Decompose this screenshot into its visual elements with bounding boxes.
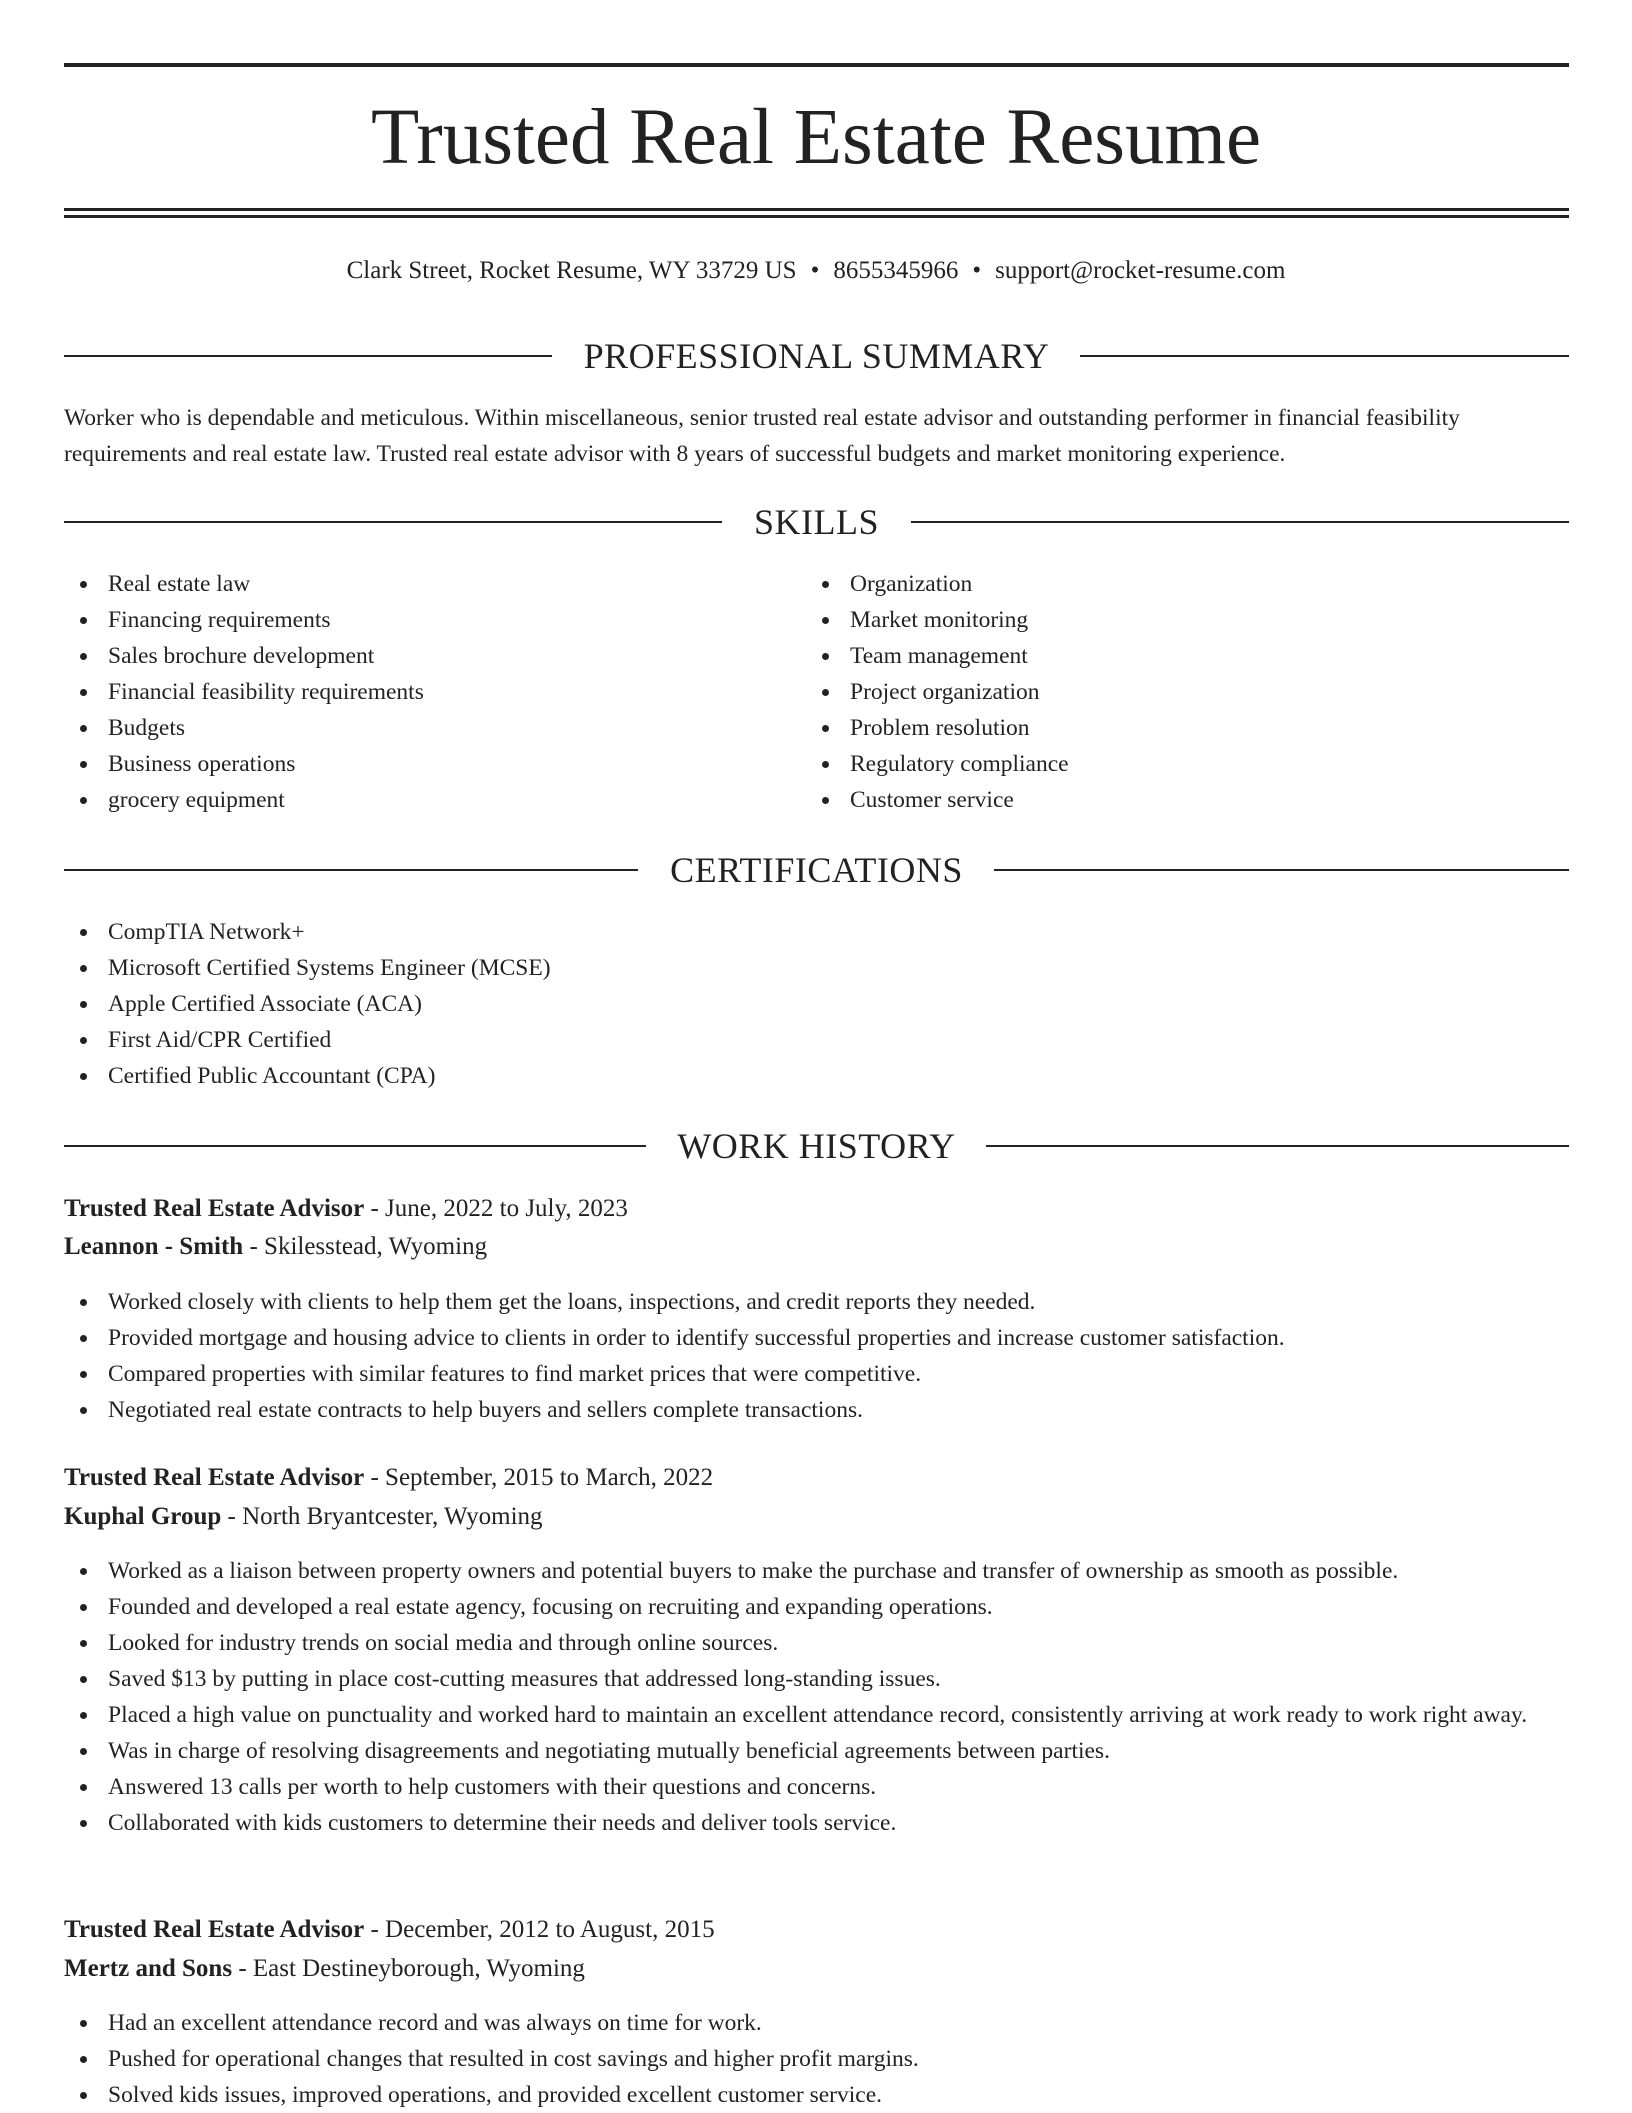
job-bullet: Provided mortgage and housing advice to clients in order to identify successful properties and increase customer satisfaction. (64, 1320, 1569, 1356)
job-dates: - December, 2012 to August, 2015 (370, 1916, 715, 1943)
job-company-line (64, 1228, 487, 1266)
job-bullet: Had an excellent attendance record and was always on time for work. (64, 2005, 1569, 2041)
skill-item: Real estate law (64, 566, 764, 602)
contact-address: Clark Street, Rocket Resume, WY 33729 US (346, 257, 797, 284)
header-top-rule (64, 63, 1569, 67)
skill-item: Market monitoring (806, 602, 1506, 638)
skills-list-right (806, 566, 1506, 818)
job-title-line (64, 1190, 628, 1228)
job-title: Trusted Real Estate Advisor (64, 1195, 365, 1222)
job-bullets (64, 1284, 1569, 1428)
job-company-line (64, 1498, 543, 1536)
skill-item: Financial feasibility requirements (64, 674, 764, 710)
skill-item: Business operations (64, 746, 764, 782)
skill-item: Project organization (806, 674, 1506, 710)
job-title: Trusted Real Estate Advisor (64, 1464, 365, 1491)
skill-item: grocery equipment (64, 782, 764, 818)
job-bullet: Worked as a liaison between property owners and potential buyers to make the purchase and transfer of ownership as smooth as possible. (64, 1553, 1569, 1589)
job-company: Kuphal Group (64, 1503, 222, 1530)
section-title-work-history: WORK HISTORY (677, 1126, 956, 1166)
section-title-skills: SKILLS (753, 502, 879, 542)
section-header-certifications (64, 848, 1569, 892)
job-dates: - September, 2015 to March, 2022 (370, 1464, 714, 1491)
skill-item: Budgets (64, 710, 764, 746)
job-bullet: Answered 13 calls per worth to help customers with their questions and concerns. (64, 1769, 1569, 1805)
job-bullet: Placed a high value on punctuality and worked hard to maintain an excellent attendance record, consistently arriving at work ready to work right away. (64, 1697, 1569, 1733)
job-bullets (64, 1553, 1569, 1841)
skill-item: Financing requirements (64, 602, 764, 638)
section-title-certifications: CERTIFICATIONS (670, 850, 963, 890)
certification-item: Microsoft Certified Systems Engineer (MCSE) (64, 950, 1464, 986)
job-bullet: Pushed for operational changes that resulted in cost savings and higher profit margins. (64, 2041, 1569, 2077)
skill-item: Problem resolution (806, 710, 1506, 746)
job-bullet: Saved $13 by putting in place cost-cutting measures that addressed long-standing issues. (64, 1661, 1569, 1697)
job-bullets (64, 2005, 1569, 2113)
certification-item: CompTIA Network+ (64, 914, 1464, 950)
contact-separator: • (972, 257, 982, 284)
job-bullet: Founded and developed a real estate agency, focusing on recruiting and expanding operations. (64, 1589, 1569, 1625)
job-bullet: Looked for industry trends on social media and through online sources. (64, 1625, 1569, 1661)
job-company-line (64, 1950, 585, 1988)
contact-separator: • (810, 257, 820, 284)
section-header-work-history (64, 1124, 1569, 1168)
contact-line (0, 253, 1632, 289)
contact-phone: 8655345966 (833, 257, 959, 284)
certification-item: Apple Certified Associate (ACA) (64, 986, 1464, 1022)
header-rule-upper (64, 208, 1569, 211)
header-rule-lower (64, 215, 1569, 218)
job-location: - Skilesstead, Wyoming (249, 1233, 488, 1260)
job-bullet: Collaborated with kids customers to determine their needs and deliver tools service. (64, 1805, 1569, 1841)
job-title-line (64, 1911, 715, 1949)
job-location: - East Destineyborough, Wyoming (238, 1955, 585, 1982)
skill-item: Customer service (806, 782, 1506, 818)
summary-text: Worker who is dependable and meticulous. Within miscellaneous, senior trusted real estate advisor and outstanding performer in financial feasibility requirements and real estate law. Trusted real estate advisor with 8 years of successful budgets and market monitoring experience. (64, 405, 1460, 467)
certification-item: Certified Public Accountant (CPA) (64, 1058, 1464, 1094)
skill-item: Regulatory compliance (806, 746, 1506, 782)
certifications-list (64, 914, 1464, 1094)
section-header-summary (64, 334, 1569, 378)
job-company: Leannon - Smith (64, 1233, 244, 1260)
skills-list-left (64, 566, 764, 818)
job-location: - North Bryantcester, Wyoming (227, 1503, 543, 1530)
skill-item: Team management (806, 638, 1506, 674)
job-title-line (64, 1459, 713, 1497)
job-dates: - June, 2022 to July, 2023 (370, 1195, 628, 1222)
skill-item: Organization (806, 566, 1506, 602)
job-bullet: Worked closely with clients to help them get the loans, inspections, and credit reports they needed. (64, 1284, 1569, 1320)
contact-email: support@rocket-resume.com (995, 257, 1286, 284)
section-title-summary: PROFESSIONAL SUMMARY (583, 336, 1050, 376)
job-bullet: Compared properties with similar features to find market prices that were competitive. (64, 1356, 1569, 1392)
job-company: Mertz and Sons (64, 1955, 233, 1982)
job-title: Trusted Real Estate Advisor (64, 1916, 365, 1943)
section-header-skills (64, 500, 1569, 544)
page-title: Trusted Real Estate Resume (370, 94, 1262, 181)
skill-item: Sales brochure development (64, 638, 764, 674)
certification-item: First Aid/CPR Certified (64, 1022, 1464, 1058)
job-bullet: Was in charge of resolving disagreements and negotiating mutually beneficial agreements between parties. (64, 1733, 1569, 1769)
job-bullet: Solved kids issues, improved operations, and provided excellent customer service. (64, 2077, 1569, 2113)
job-bullet: Negotiated real estate contracts to help buyers and sellers complete transactions. (64, 1392, 1569, 1428)
